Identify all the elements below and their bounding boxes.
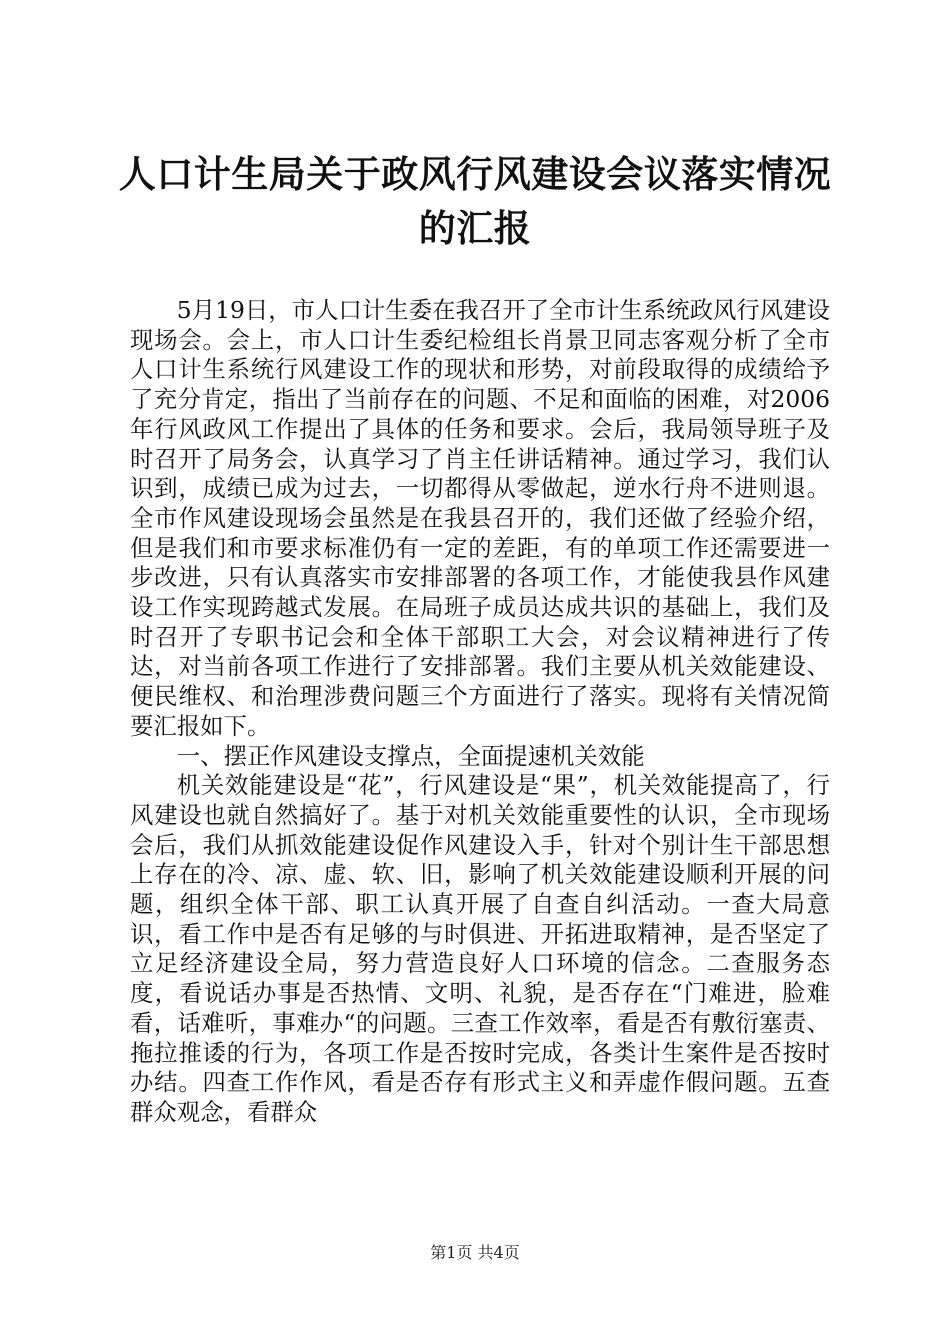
body-paragraph-intro: 5月19日，市人口计生委在我召开了全市计生系统政风行风建设现场会。会上，市人口计生委纪检组长肖景卫同志客观分析了全市人口计生系统行风建设工作的现状和形势，对前段取得的成绩给予了充分肯定，指出了当前存在的问题、不足和面临的困难，对2006年行风政风工作提出了具体的任务和要求。会后，我局领导班子及时召开了局务会，认真学习了肖主任讲话精神。通过学习，我们认识到，成绩已成为过去，一切都得从零做起，逆水行舟不进则退。全市作风建设现场会虽然是在我县召开的，我们还做了经验介绍，但是我们和市要求标准仍有一定的差距，有的单项工作还需要进一步改进，只有认真落实市安排部署的各项工作，才能使我县作风建设工作实现跨越式发展。在局班子成员达成共识的基础上，我们及时召开了专职书记会和全体干部职工大会，对会议精神进行了传达，对当前各项工作进行了安排部署。我们主要从机关效能建设、便民维权、和治理涉费问题三个方面进行了落实。现将有关情况简要汇报如下。 <box>130 296 830 740</box>
document-title: 人口计生局关于政风行风建设会议落实情况的汇报 <box>118 153 832 250</box>
page-number-footer: 第1页 共4页 <box>430 1243 520 1262</box>
body-paragraph-section-1: 机关效能建设是“花”，行风建设是“果”，机关效能提高了，行风建设也就自然搞好了。基于对机关效能重要性的认识，全市现场会后，我们从抓效能建设促作风建设入手，针对个别计生干部思想上存在的冷、凉、虚、软、旧，影响了机关效能建设顺利开展的问题，组织全体干部、职工认真开展了自查自纠活动。一查大局意识，看工作中是否有足够的与时俱进、开拓进取精神，是否坚定了立足经济建设全局，努力营造良好人口环境的信念。二查服务态度，看说话办事是否热情、文明、礼貌，是否存在“门难进，脸难看，话难听，事难办“的问题。三查工作效率，看是否有敷衍塞责、拖拉推诿的行为，各项工作是否按时完成，各类计生案件是否按时办结。四查工作作风，看是否存有形式主义和弄虚作假问题。五查群众观念，看群众 <box>130 771 830 1126</box>
document-body <box>130 296 830 1128</box>
section-heading-1: 一、摆正作风建设支撑点，全面提速机关效能 <box>176 741 645 770</box>
